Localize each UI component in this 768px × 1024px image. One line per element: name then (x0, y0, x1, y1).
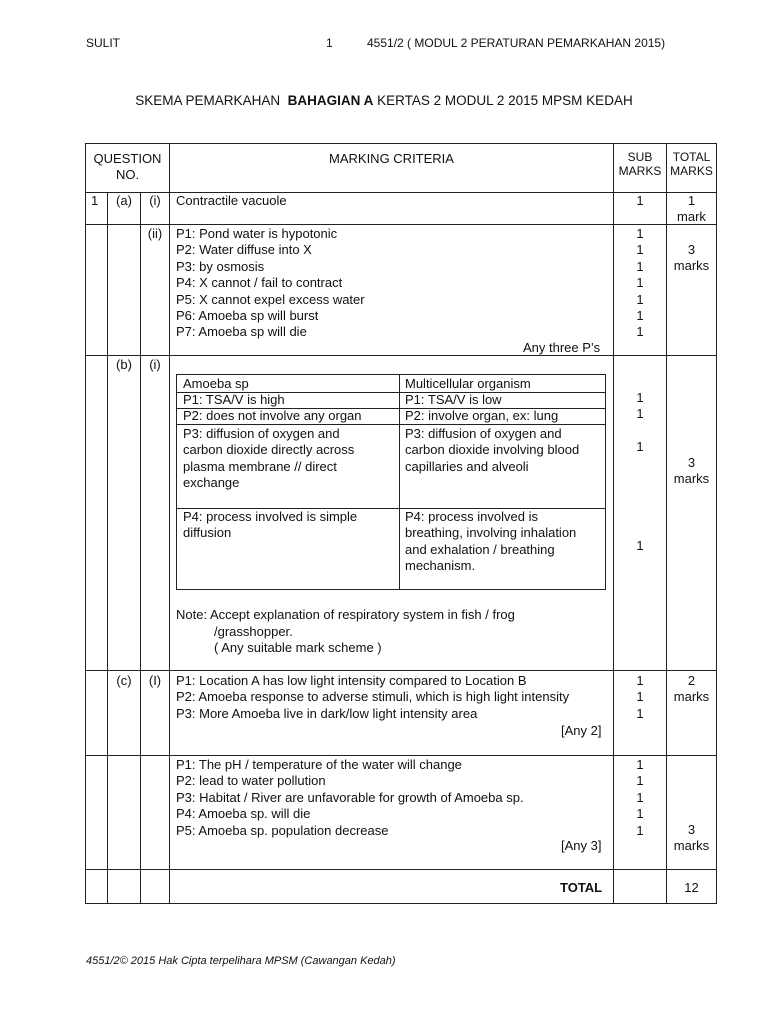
criteria-point: P3: More Amoeba live in dark/low light intensity area (176, 705, 478, 721)
question-part: (a) (116, 193, 132, 208)
total-mark: 2 marks (673, 673, 710, 705)
header-question-no: QUESTION NO. (93, 151, 162, 183)
criteria-point: P4: Amoeba sp. will die (176, 806, 311, 822)
title-part1: SKEMA PEMARKAHAN (135, 93, 281, 108)
compare-col1-head: Amoeba sp (183, 376, 249, 391)
sub-marks-list: 1 1 1 (636, 673, 644, 721)
total-mark: 3 marks (673, 455, 710, 487)
comparison-table (176, 374, 606, 590)
criteria-points (176, 757, 524, 839)
question-number: 1 (91, 193, 99, 208)
sub-marks-list: 1 1 1 1 1 1 1 (636, 226, 644, 340)
header-paper-code: 4551/2 ( MODUL 2 PERATURAN PEMARKAHAN 2015) (367, 36, 666, 50)
total-mark: 3 marks (673, 242, 710, 274)
sub-mark: 1 (636, 193, 644, 208)
question-subpart: (I) (148, 673, 162, 688)
compare-p2-left: P2: does not involve any organ (183, 408, 362, 423)
criteria-point: P1: Location A has low light intensity compared to Location B (176, 673, 527, 688)
compare-p4-left: P4: process involved is simple diffusion (183, 509, 358, 541)
question-part: (b) (116, 357, 132, 372)
criteria-note: ( Any suitable mark scheme ) (214, 640, 382, 655)
header-sub-marks: SUB MARKS (618, 150, 662, 178)
compare-col2-head: Multicellular organism (405, 376, 531, 391)
criteria-point: P5: X cannot expel excess water (176, 291, 365, 307)
total-value: 12 (684, 880, 699, 895)
criteria-note: /grasshopper. (214, 624, 293, 639)
sub-mark: 1 (636, 538, 644, 553)
question-subpart: (i) (149, 193, 161, 208)
criteria-point: P2: Amoeba response to adverse stimuli, which is high light intensity (176, 689, 570, 705)
criteria-point: P2: lead to water pollution (176, 773, 326, 789)
criteria-point: P2: Water diffuse into X (176, 242, 312, 258)
question-subpart: (ii) (147, 226, 163, 241)
criteria-point: P3: by osmosis (176, 258, 265, 274)
header-sulit: SULIT (86, 36, 121, 50)
criteria-note: Note: Accept explanation of respiratory system in fish / frog (176, 607, 515, 622)
question-part: (c) (116, 673, 132, 688)
page-title (0, 93, 768, 108)
total-mark: 3 marks (673, 822, 710, 854)
sub-marks-list: 1 1 1 1 1 (636, 757, 644, 838)
criteria-points (176, 226, 365, 341)
sub-mark: 1 (636, 390, 644, 405)
compare-p1-left: P1: TSA/V is high (183, 392, 285, 407)
criteria-points (176, 673, 569, 722)
sub-mark: 1 (636, 439, 644, 454)
title-bold: BAHAGIAN A (287, 93, 374, 108)
criteria-point: P4: X cannot / fail to contract (176, 275, 343, 291)
footer-copyright: 4551/2© 2015 Hak Cipta terpelihara MPSM (Cawangan Kedah) (86, 955, 396, 967)
criteria-point: P3: Habitat / River are unfavorable for growth of Amoeba sp. (176, 789, 524, 805)
criteria-text: Contractile vacuole (176, 193, 287, 208)
sub-mark: 1 (636, 406, 644, 421)
header-total-marks: TOTAL MARKS (670, 150, 713, 178)
compare-p1-right: P1: TSA/V is low (405, 392, 502, 407)
criteria-note: [Any 2] (561, 723, 602, 738)
criteria-point: P1: Pond water is hypotonic (176, 226, 338, 241)
criteria-point: P5: Amoeba sp. population decrease (176, 822, 389, 838)
compare-p3-right: P3: diffusion of oxygen and carbon dioxide involving blood capillaries and alveoli (405, 426, 580, 474)
header-marking-criteria: MARKING CRITERIA (329, 151, 454, 166)
question-subpart: (i) (149, 357, 161, 372)
header-page-number: 1 (326, 36, 333, 50)
total-mark: 1 mark (677, 193, 706, 225)
criteria-point: P1: The pH / temperature of the water will change (176, 757, 462, 772)
compare-p4-right: P4: process involved is breathing, involving inhalation and exhalation / breathing mechanism. (405, 509, 577, 574)
title-part2: KERTAS 2 MODUL 2 2015 MPSM KEDAH (377, 93, 633, 108)
total-label: TOTAL (560, 880, 603, 895)
criteria-note: Any three P’s (523, 340, 601, 355)
criteria-point: P6: Amoeba sp will burst (176, 308, 319, 324)
compare-p2-right: P2: involve organ, ex: lung (405, 408, 559, 423)
criteria-point: P7: Amoeba sp will die (176, 324, 307, 340)
criteria-note: [Any 3] (561, 838, 602, 853)
compare-p3-left: P3: diffusion of oxygen and carbon dioxide directly across plasma membrane // direct exchange (183, 426, 355, 491)
